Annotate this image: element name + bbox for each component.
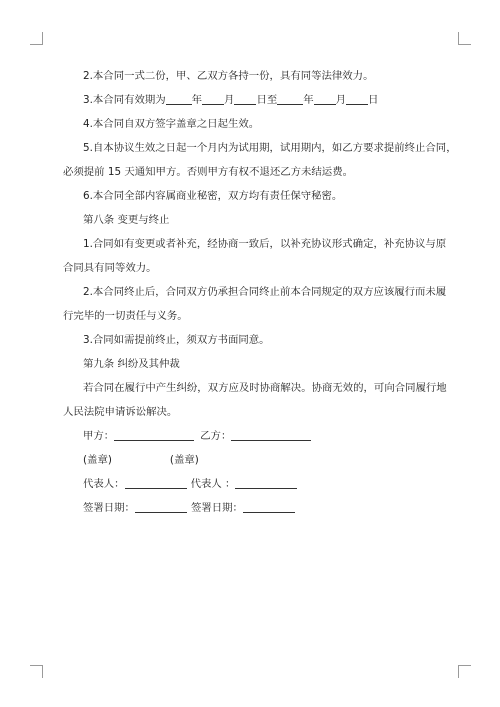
clause-9-heading: 第九条 纠纷及其仲裁 <box>83 358 180 370</box>
party-a-date-label: 签署日期： <box>83 502 135 514</box>
end-year-blank[interactable] <box>277 92 303 105</box>
start-day-label: 日至 <box>256 94 278 106</box>
clause-9-body-line-1: 若合同在履行中产生纠纷，双方应及时协商解决。协商无效的，可向合同履行地 <box>83 382 447 394</box>
party-a-representative-label: 代表人： <box>83 478 125 490</box>
end-day-label: 日 <box>368 94 379 106</box>
party-b-blank[interactable] <box>231 428 311 441</box>
signature-date-row <box>63 496 455 520</box>
end-month-label: 月 <box>335 94 346 106</box>
corner-mark-top-right <box>458 32 471 45</box>
clause-8-heading: 第八条 变更与终止 <box>83 214 170 226</box>
end-day-blank[interactable] <box>346 92 368 105</box>
party-a-blank[interactable] <box>114 428 194 441</box>
party-a-date-blank[interactable] <box>135 500 187 513</box>
clause-8-item-2-line-1: 2.本合同终止后，合同双方仍承担合同终止前本合同规定的双方应该履行而未履 <box>83 286 447 298</box>
start-month-blank[interactable] <box>202 92 224 105</box>
party-b-date-blank[interactable] <box>243 500 295 513</box>
party-b-representative-label: 代表人 ： <box>190 478 236 490</box>
start-month-label: 月 <box>224 94 235 106</box>
clause-8-item-1-line-2: 合同具有同等效力。 <box>63 262 157 274</box>
clause-7-item-6: 6.本合同全部内容属商业秘密，双方均有责任保守秘密。 <box>83 190 343 202</box>
clause-7-item-5-line-2: 必须提前 15 天通知甲方。否则甲方有权不退还乙方未结运费。 <box>63 166 353 178</box>
party-b-representative-blank[interactable] <box>235 476 297 489</box>
corner-mark-bottom-right <box>458 665 471 678</box>
party-b-date-label: 签署日期： <box>190 502 243 514</box>
clause-8-item-1-line-1: 1.合同如有变更或者补充，经协商一致后，以补充协议形式确定，补充协议与原 <box>83 238 447 250</box>
clause-8-item-3: 3.合同如需提前终止，须双方书面同意。 <box>83 334 270 346</box>
corner-mark-top-left <box>30 32 43 45</box>
party-a-label: 甲方： <box>83 430 115 442</box>
start-day-blank[interactable] <box>234 92 256 105</box>
end-year-label: 年 <box>303 94 314 106</box>
clause-7-item-4: 4.本合同自双方签字盖章之日起生效。 <box>83 118 260 130</box>
signature-seal-row <box>63 448 455 472</box>
clause-7-item-2: 2.本合同一式二份，甲、乙双方各持一份，具有同等法律效力。 <box>83 70 374 82</box>
start-year-blank[interactable] <box>166 92 192 105</box>
start-year-label: 年 <box>191 94 203 106</box>
validity-prefix: 3.本合同有效期为 <box>83 94 166 106</box>
party-a-representative-blank[interactable] <box>125 476 187 489</box>
party-b-seal-label: (盖章) <box>169 454 199 466</box>
clause-7-item-3-validity <box>63 88 455 112</box>
clause-9-body <box>63 376 455 424</box>
clause-8-item-2 <box>63 280 455 328</box>
signature-parties-row <box>63 424 455 448</box>
corner-mark-bottom-left <box>30 665 43 678</box>
clause-8-item-2-line-2: 行完毕的一切责任与义务。 <box>63 310 188 322</box>
clause-7-item-5 <box>63 136 455 184</box>
party-a-seal-label: (盖章) <box>83 454 112 466</box>
signature-representative-row <box>63 472 455 496</box>
party-b-label: 乙方： <box>200 430 232 442</box>
end-month-blank[interactable] <box>314 92 336 105</box>
clause-7-item-5-line-1: 5.自本协议生效之日起一个月内为试用期，试用期内，如乙方要求提前终止合同， <box>83 142 457 154</box>
clause-8-item-1 <box>63 232 455 280</box>
document-body <box>63 64 455 520</box>
clause-9-body-line-2: 人民法院申请诉讼解决。 <box>63 406 178 418</box>
